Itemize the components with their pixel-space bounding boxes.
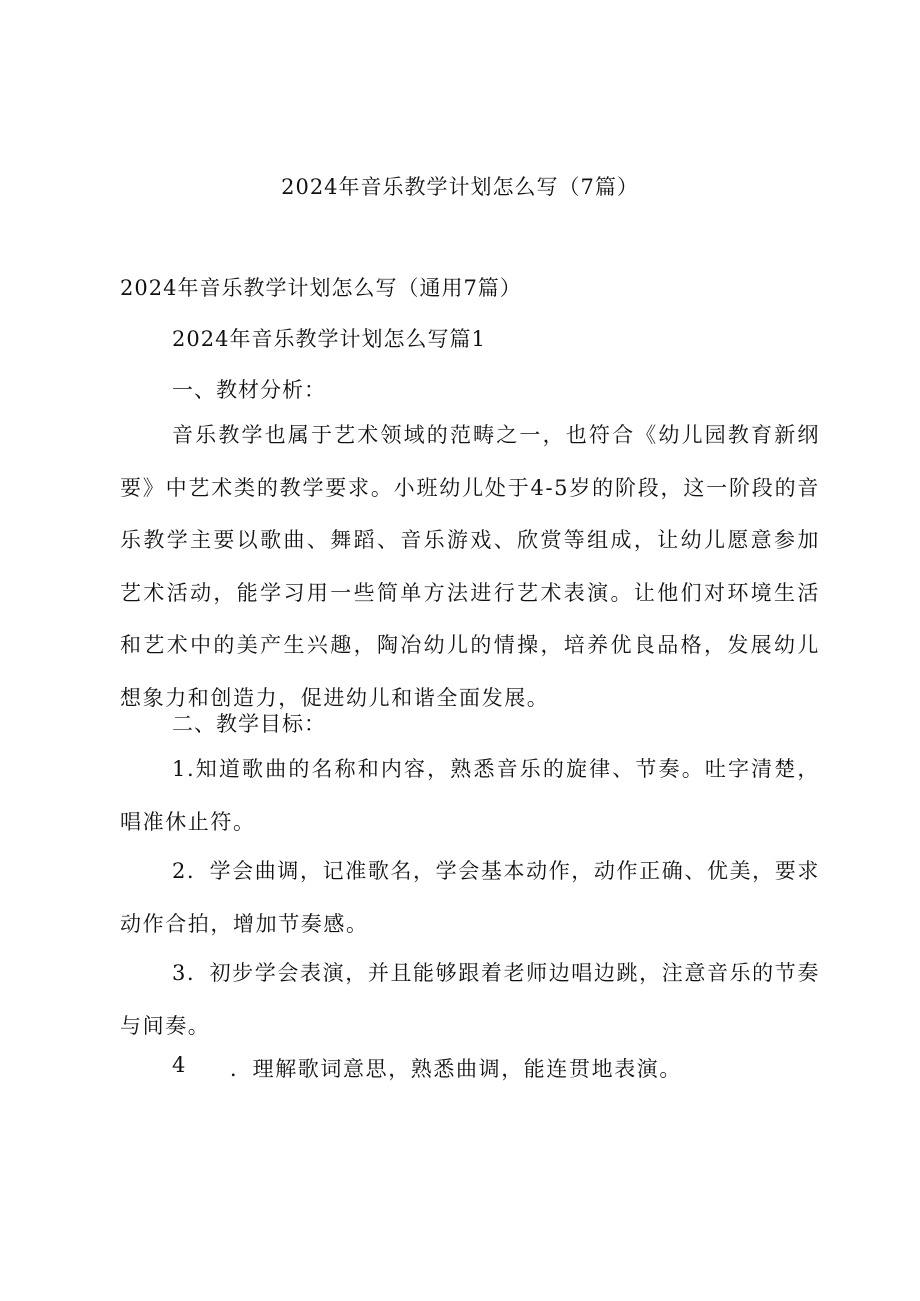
document-title: 2024年音乐教学计划怎么写（7篇） [281, 175, 639, 199]
goal-item-number: 4 [172, 1053, 186, 1077]
section-heading-materials: 一、教材分析： [172, 378, 326, 402]
goal-item: 3．初步学会表演，并且能够跟着老师边唱边跳，注意音乐的节奏与间奏。 [120, 961, 820, 1038]
section-heading-goals: 二、教学目标： [172, 712, 326, 736]
goal-item: 1.知道歌曲的名称和内容，熟悉音乐的旋律、节奏。吐字清楚，唱准休止符。 [120, 757, 820, 834]
goal-item: 2．学会曲调，记准歌名，学会基本动作，动作正确、优美，要求动作合拍，增加节奏感。 [120, 859, 820, 936]
article-heading: 2024年音乐教学计划怎么写篇1 [172, 327, 486, 351]
goal-item-text: ．理解歌词意思，熟悉曲调，能连贯地表演。 [230, 1057, 682, 1081]
document-subtitle: 2024年音乐教学计划怎么写（通用7篇） [120, 276, 522, 300]
section-body-materials: 音乐教学也属于艺术领域的范畴之一，也符合《幼儿园教育新纲要》中艺术类的教学要求。小班幼儿处于4-5岁的阶段，这一阶段的音乐教学主要以歌曲、舞蹈、音乐游戏、欣赏等组成，让幼儿愿意参加艺术活动，能学习用一些简单方法进行艺术表演。让他们对环境生活和艺术中的美产生兴趣，陶冶幼儿的情操，培养优良品格，发展幼儿想象力和创造力，促进幼儿和谐全面发展。 [120, 423, 820, 710]
